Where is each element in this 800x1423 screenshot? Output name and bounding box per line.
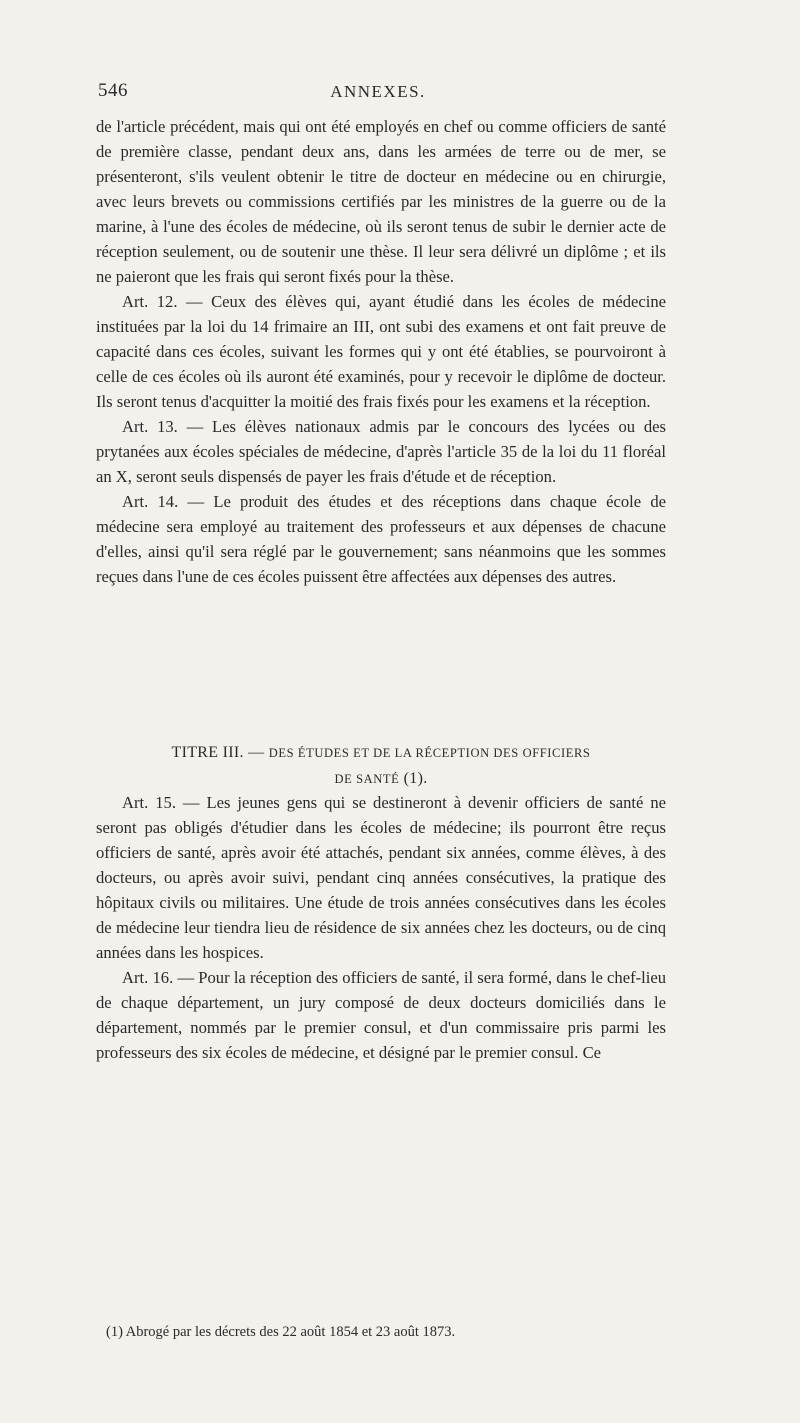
page-number: 546 <box>98 80 128 101</box>
article-13: Art. 13. — Les élèves nationaux admis par le concours des lycées ou des prytanées aux écoles spéciales de médecine, d'après l'article 35 de la loi du 11 floréal an X, seront seuls dispensés de payer les frais d'étude et de réception. <box>96 417 666 486</box>
title-caps-1: DES ÉTUDES ET DE LA RÉCEPTION DES OFFICIERS <box>268 746 591 760</box>
title-caps-2: DE SANTÉ <box>334 772 400 786</box>
article-12: Art. 12. — Ceux des élèves qui, ayant étudié dans les écoles de médecine instituées par la loi du 14 frimaire an III, ont subi des examens et ont fait preuve de capacité dans ces écoles, suivant les formes qui y ont été établies, se pourvoiront à celle de ces écoles où ils auront été examinés, pour y recevoir le diplôme de docteur. Ils seront tenus d'acquitter la moitié des frais fixés pour les examens et la réception. <box>96 292 666 411</box>
paragraph-continuation: de l'article précédent, mais qui ont été employés en chef ou comme officiers de santé de première classe, pendant deux ans, dans les armées de terre ou de mer, se présenteront, s'ils veulent obtenir le titre de docteur en médecine ou en chirurgie, avec leurs brevets ou commissions certifiés par les ministres de la guerre ou de la marine, à l'une des écoles de médecine, où ils seront tenus de subir le dernier acte de réception seulement, ou de soutenir une thèse. Il leur sera délivré un diplôme ; et ils ne paieront que les frais qui seront fixés pour la thèse. <box>96 117 666 286</box>
article-15: Art. 15. — Les jeunes gens qui se destineront à devenir officiers de santé ne seront pas obligés d'étudier dans les écoles de médecine; ils pourront être reçus officiers de santé, après avoir été attachés, pendant six années, comme élèves, à des docteurs, ou après avoir suivi, pendant cinq années consécutives, la pratique des hôpitaux civils ou militaires. Une étude de trois années consécutives dans les écoles de médecine leur tiendra lieu de résidence de six années chez les docteurs, ou de cinq années dans les hospices. <box>96 793 666 962</box>
body-text-top <box>96 114 666 589</box>
body-text-bottom <box>96 790 666 1065</box>
title-line-2 <box>96 766 666 792</box>
footnote: (1) Abrogé par les décrets des 22 août 1854 et 23 août 1873. <box>106 1324 456 1340</box>
running-head: ANNEXES. <box>330 82 426 101</box>
title-prefix: TITRE III. — <box>171 744 269 761</box>
section-title <box>96 740 666 792</box>
article-16: Art. 16. — Pour la réception des officiers de santé, il sera formé, dans le chef-lieu de chaque département, un jury composé de deux docteurs domiciliés dans le département, nommés par le premier consul, et d'un commissaire pris parmi les professeurs des six écoles de médecine, et désigné par le premier consul. Ce <box>96 968 666 1062</box>
article-14: Art. 14. — Le produit des études et des réceptions dans chaque école de médecine sera employé au traitement des professeurs et aux dépenses de chacune d'elles, ainsi qu'il sera réglé par le gouvernement; sans néanmoins que les sommes reçues dans l'une de ces écoles puissent être affectées aux dépenses des autres. <box>96 492 666 586</box>
title-line-1 <box>96 740 666 766</box>
page-header <box>98 80 658 104</box>
footnote-ref: (1). <box>399 770 428 787</box>
